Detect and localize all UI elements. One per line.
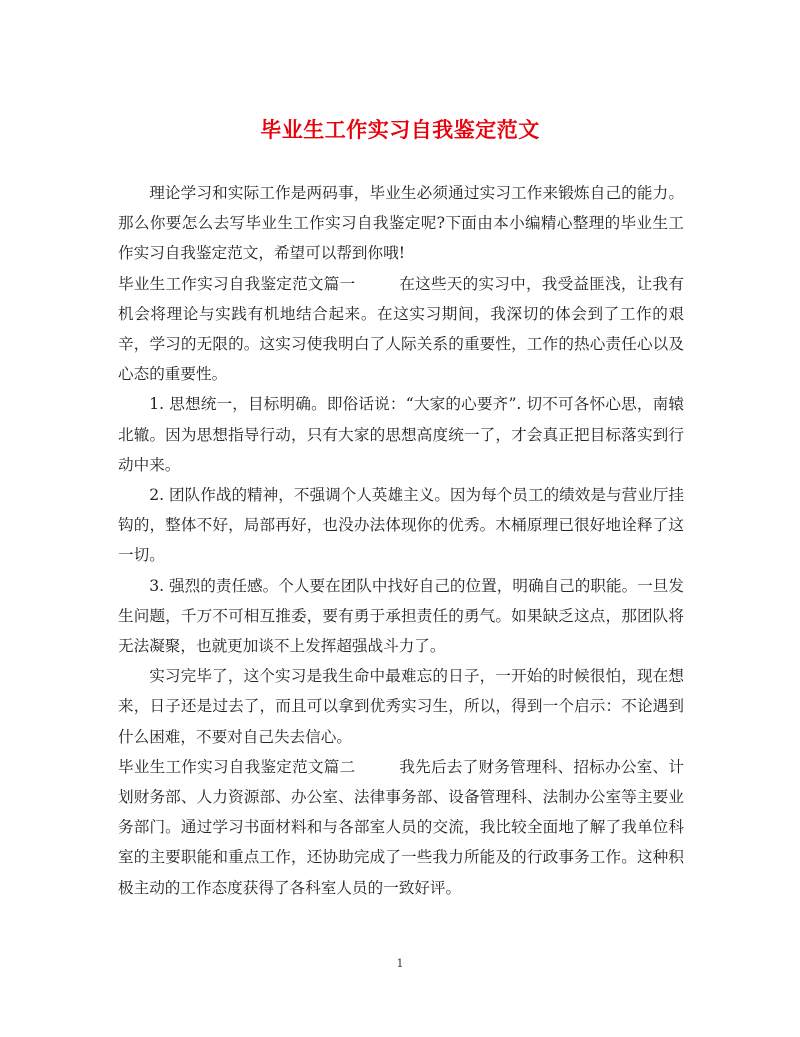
section-two-heading: 毕业生工作实习自我鉴定范文篇二 — [118, 757, 356, 776]
page-number: 1 — [396, 957, 404, 970]
document-body — [118, 178, 684, 903]
intro-paragraph: 理论学习和实际工作是两码事，毕业生必须通过实习工作来锻炼自己的能力。那么你要怎么去写毕业生工作实习自我鉴定呢?下面由本小编精心整理的毕业生工作实习自我鉴定范文，希望可以帮到你哦! — [118, 184, 684, 263]
section-one-heading: 毕业生工作实习自我鉴定范文篇一 — [118, 274, 356, 293]
section-two-paragraph — [118, 752, 684, 903]
document-title: 毕业生工作实习自我鉴定范文 — [260, 117, 540, 142]
section-one-text: 在这些天的实习中，我受益匪浅，让我有机会将理论与实践有机地结合起来。在这实习期间，我深切的体会到了工作的艰辛，学习的无限的。这实习使我明白了人际关系的重要性，工作的热心责任心以及心态的重要性。 — [118, 274, 684, 384]
conclusion-paragraph: 实习完毕了，这个实习是我生命中最难忘的日子，一开始的时候很怕，现在想来，日子还是过去了，而且可以拿到优秀实习生，所以，得到一个启示：不论遇到什么困难，不要对自己失去信心。 — [118, 667, 684, 746]
section-one-paragraph — [118, 269, 684, 390]
point-one-paragraph: 1. 思想统一，目标明确。即俗话说：“大家的心要齐”. 切不可各怀心思，南辕北辙。因为思想指导行动，只有大家的思想高度统一了，才会真正把目标落实到行动中来。 — [118, 395, 684, 474]
point-three-paragraph: 3. 强烈的责任感。个人要在团队中找好自己的位置，明确自己的职能。一旦发生问题，千万不可相互推委，要有勇于承担责任的勇气。如果缺乏这点，那团队将无法凝聚，也就更加谈不上发挥超强战斗力了。 — [118, 576, 684, 656]
point-two-paragraph: 2. 团队作战的精神，不强调个人英雄主义。因为每个员工的绩效是与营业厅挂钩的，整体不好，局部再好，也没办法体现你的优秀。木桶原理已很好地诠释了这一切。 — [118, 486, 684, 565]
section-two-text: 我先后去了财务管理科、招标办公室、计划财务部、人力资源部、办公室、法律事务部、设备管理科、法制办公室等主要业务部门。通过学习书面材料和与各部室人员的交流，我比较全面地了解了我单位科室的主要职能和重点工作，还协助完成了一些我力所能及的行政事务工作。这种积极主动的工作态度获得了各科室人员的一致好评。 — [118, 757, 684, 897]
